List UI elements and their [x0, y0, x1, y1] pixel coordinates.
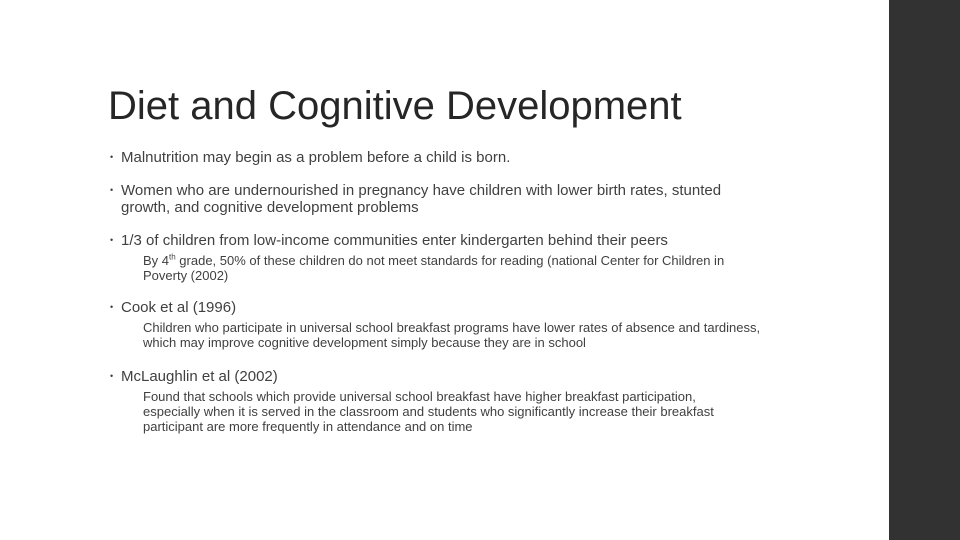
bullet-marker: •: [110, 152, 114, 162]
sub-bullet-item: [128, 253, 743, 283]
bullet-item: [110, 368, 790, 385]
bullet-text: Cook et al (1996): [121, 299, 237, 316]
bullet-item: [110, 232, 790, 249]
sub-bullet-text: Found that schools which provide universal school breakfast have higher breakfast participation, especially when it is served in the classroom and students who significantly increase their breakfast participant are more frequently in attendance and on time: [143, 389, 714, 434]
side-bar: [889, 0, 960, 540]
bullet-item: [110, 149, 790, 166]
sub-bullet-item: [128, 389, 738, 434]
bullet-marker: •: [110, 185, 114, 195]
bullet-text: Women who are undernourished in pregnancy have children with lower birth rates, stunted growth, and cognitive development problems: [121, 182, 722, 216]
bullet-text: McLaughlin et al (2002): [121, 368, 278, 385]
bullet-marker: •: [110, 302, 114, 312]
bullet-text: Malnutrition may begin as a problem before a child is born.: [121, 149, 511, 166]
bullet-marker: •: [110, 371, 114, 381]
bullet-marker: •: [110, 235, 114, 245]
bullet-item: [110, 299, 790, 316]
sub-bullet-item: [128, 320, 768, 350]
sub-bullet-text: By 4th grade, 50% of these children do not meet standards for reading (national Center for Children in Poverty (2002): [143, 252, 725, 283]
slide-title: Diet and Cognitive Development: [108, 84, 682, 128]
sub-bullet-text: Children who participate in universal school breakfast programs have lower rates of absence and tardiness, which may improve cognitive development simply because they are in school: [143, 320, 761, 350]
bullet-item: [110, 182, 770, 216]
bullet-text: 1/3 of children from low-income communities enter kindergarten behind their peers: [121, 232, 668, 249]
